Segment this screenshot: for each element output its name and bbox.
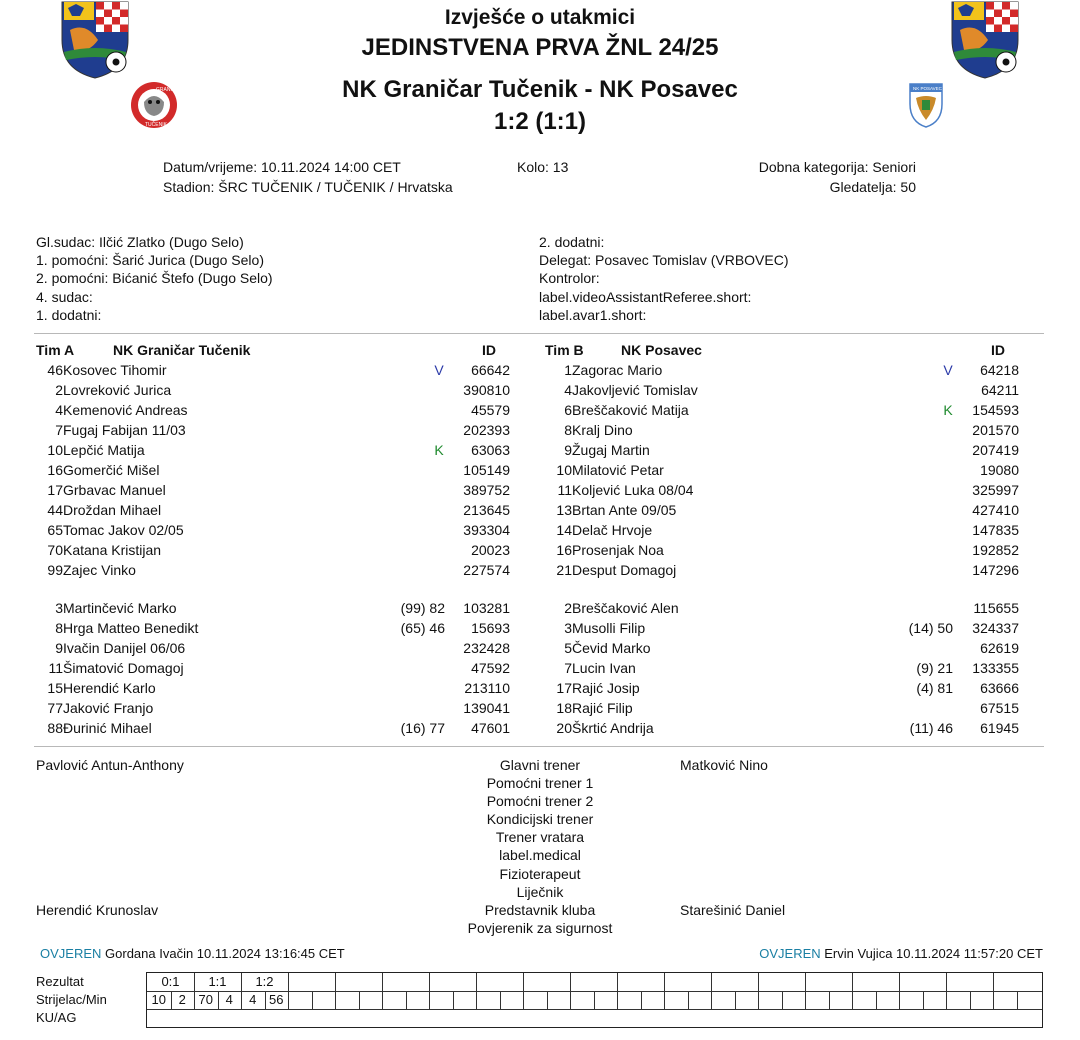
grid-column-line: [335, 973, 336, 991]
player-name: Zagorac Mario: [572, 362, 663, 378]
grid-column-line: [782, 991, 783, 1009]
player-number: 21: [556, 562, 572, 578]
substitution-info: (99) 82: [400, 600, 445, 616]
away-team-name: NK Posavec: [599, 76, 738, 103]
player-number: 4: [55, 402, 63, 418]
official-fourth: 4. sudac:: [36, 288, 93, 305]
grid-column-line: [758, 991, 759, 1009]
home-team-name: NK Graničar Tučenik: [342, 76, 578, 103]
player-name: Koljević Luka 08/04: [572, 482, 694, 498]
official-referee: Gl.sudac: Ilčić Zlatko (Dugo Selo): [36, 234, 244, 250]
player-name: Katana Kristijan: [63, 542, 162, 558]
player-name: Martinčević Marko: [63, 600, 177, 616]
divider: [34, 333, 1044, 334]
grid-column-line: [805, 991, 806, 1009]
player-name: Droždan Mihael: [63, 502, 162, 518]
player-number: 13: [556, 502, 572, 518]
player-row: [20, 380, 510, 400]
player-id: 47601: [471, 720, 510, 736]
player-row: [20, 420, 510, 440]
scorer-player-cell: 70: [198, 992, 213, 1007]
officials-right: [539, 233, 789, 324]
grid-column-line: [711, 973, 712, 991]
player-name: Tomac Jakov 02/05: [63, 522, 184, 538]
grid-column-line: [406, 991, 407, 1009]
role-doctor: Liječnik: [516, 883, 564, 900]
player-id: 389752: [463, 482, 510, 498]
substitute-row: [530, 598, 1019, 618]
player-row: [20, 460, 510, 480]
player-id: 147835: [972, 522, 1019, 538]
grid-column-line: [429, 991, 430, 1009]
player-name: Prosenjak Noa: [572, 542, 664, 558]
grid-column-line: [876, 991, 877, 1009]
player-row: [530, 400, 1019, 420]
player-name: Gomerčić Mišel: [63, 462, 160, 478]
grid-column-line: [453, 991, 454, 1009]
official-controller: Kontrolor:: [539, 270, 600, 287]
grid-column-line: [241, 973, 242, 991]
player-id: 213110: [464, 680, 510, 696]
player-id: 63666: [980, 680, 1019, 696]
verification-left-text: Gordana Ivačin 10.11.2024 13:16:45 CET: [105, 946, 345, 961]
grid-column-line: [1017, 991, 1018, 1009]
player-row: [20, 560, 510, 580]
player-number: 4: [564, 382, 572, 398]
away-badge-label: NK POSAVEC: [913, 86, 942, 91]
player-number: 3: [55, 600, 63, 616]
substitute-row: [530, 638, 1019, 658]
player-name: Šimatović Domagoj: [63, 660, 184, 676]
grid-column-line: [829, 991, 830, 1009]
role-assistant-coach-1: Pomoćni trener 1: [486, 775, 594, 792]
verification-right-text: Ervin Vujica 10.11.2024 11:57:20 CET: [824, 946, 1043, 961]
role-physio: Fizioterapeut: [499, 865, 581, 882]
team-b-label: Tim B: [545, 342, 584, 358]
grid-column-line: [641, 991, 642, 1009]
grid-column-line: [500, 991, 501, 1009]
grid-column-line: [970, 991, 971, 1009]
home-club-badge-icon: [130, 80, 183, 130]
verification-left: [40, 946, 345, 961]
grid-column-line: [735, 991, 736, 1009]
player-id: 67515: [980, 700, 1019, 716]
player-id: 154593: [972, 402, 1019, 418]
player-number: 14: [556, 522, 572, 538]
player-number: 1: [564, 362, 572, 378]
player-name: Čevid Marko: [572, 640, 651, 656]
player-number: 11: [48, 660, 63, 676]
verification-left-status: OVJEREN: [40, 946, 102, 961]
grid-column-line: [429, 973, 430, 991]
substitute-row: [530, 658, 1019, 678]
scorer-minute-cell: 2: [178, 992, 186, 1007]
grid-column-line: [805, 973, 806, 991]
player-row: [530, 420, 1019, 440]
player-number: 20: [556, 720, 572, 736]
match-stadium: Stadion: ŠRC TUČENIK / TUČENIK / Hrvatska: [163, 179, 453, 195]
player-id: 133355: [972, 660, 1019, 676]
home-badge-label: GRANIČAR: [156, 87, 183, 93]
player-number: 99: [47, 562, 63, 578]
player-name: Kemenović Andreas: [63, 402, 188, 418]
team-a-name: NK Graničar Tučenik: [113, 342, 251, 358]
grid-label-cards: KU/AG: [36, 1010, 77, 1025]
grid-column-line: [993, 973, 994, 991]
scorer-minute-cell: 4: [225, 992, 233, 1007]
substitution-info: (65) 46: [400, 620, 445, 636]
player-name: Milatović Petar: [572, 462, 664, 478]
away-club-badge-icon: [908, 82, 944, 128]
grid-label-scorer: Strijelac/Min: [36, 992, 107, 1007]
player-id: 147296: [972, 562, 1019, 578]
player-id: 213645: [463, 502, 510, 518]
match-datetime: Datum/vrijeme: 10.11.2024 14:00 CET: [163, 159, 401, 175]
grid-column-line: [899, 991, 900, 1009]
player-name: Hrga Matteo Benedikt: [63, 620, 199, 636]
player-row: [530, 500, 1019, 520]
role-head-coach: Glavni trener: [499, 757, 581, 773]
player-number: 5: [564, 640, 572, 656]
player-name: Lepčić Matija: [63, 442, 145, 458]
away-head-coach: Matković Nino: [680, 757, 768, 773]
player-id: 232428: [463, 640, 510, 656]
player-id: 139041: [463, 700, 510, 716]
official-additional-1: 1. dodatni:: [36, 306, 102, 323]
verification-right: [759, 946, 1043, 961]
player-id: 62619: [980, 640, 1019, 656]
grid-column-line: [570, 991, 571, 1009]
grid-column-line: [288, 991, 289, 1009]
county-crest-right-icon: [948, 0, 1022, 78]
player-row: [20, 520, 510, 540]
grid-column-line: [711, 991, 712, 1009]
grid-column-line: [594, 991, 595, 1009]
grid-row-line: [147, 1009, 1042, 1010]
player-id: 20023: [471, 542, 510, 558]
player-number: 7: [564, 660, 572, 676]
player-id: 427410: [972, 502, 1019, 518]
official-assistant-2: 2. pomoćni: Bićanić Štefo (Dugo Selo): [36, 270, 273, 287]
divider: [34, 746, 1044, 747]
player-id: 47592: [471, 660, 510, 676]
player-id: 324337: [972, 620, 1019, 636]
player-row: [530, 360, 1019, 380]
player-number: 18: [556, 700, 572, 716]
match-round: Kolo: 13: [517, 159, 569, 175]
player-id: 207419: [972, 442, 1019, 458]
substitute-row: [530, 698, 1019, 718]
role-assistant-coach-2: Pomoćni trener 2: [486, 793, 594, 810]
player-row: [20, 540, 510, 560]
player-name: Kosovec Tihomir: [63, 362, 167, 378]
player-name: Jakovljević Tomislav: [572, 382, 698, 398]
grid-label-result: Rezultat: [36, 974, 84, 989]
final-score: 1:2 (1:1): [493, 108, 587, 135]
player-id: 227574: [463, 562, 510, 578]
player-row: [530, 440, 1019, 460]
grid-column-line: [476, 991, 477, 1009]
away-club-rep: Starešinić Daniel: [680, 902, 786, 918]
grid-column-line: [382, 973, 383, 991]
player-number: 2: [564, 600, 572, 616]
player-id: 63063: [471, 442, 510, 458]
home-head-coach: Pavlović Antun-Anthony: [36, 757, 184, 773]
result-cell: 1:2: [255, 974, 274, 989]
player-id: 325997: [972, 482, 1019, 498]
grid-column-line: [523, 973, 524, 991]
player-row: [20, 480, 510, 500]
team-b-id-header: ID: [991, 342, 1005, 358]
player-number: 6: [564, 402, 572, 418]
player-id: 105149: [463, 462, 510, 478]
player-number: 3: [564, 620, 572, 636]
substitute-row: [20, 698, 510, 718]
player-row: [530, 460, 1019, 480]
player-id: 202393: [463, 422, 510, 438]
substitute-row: [20, 718, 510, 738]
grid-column-line: [664, 991, 665, 1009]
role-club-rep: Predstavnik kluba: [484, 901, 596, 918]
competition-title: JEDINSTVENA PRVA ŽNL 24/25: [361, 34, 719, 61]
team-a-label: Tim A: [36, 342, 75, 358]
player-id: 19080: [980, 462, 1019, 478]
player-id: 393304: [463, 522, 510, 538]
verification-right-status: OVJEREN: [759, 946, 821, 961]
home-badge-sublabel: TUČENIK: [145, 122, 167, 128]
report-title: Izvješće o utakmici: [444, 6, 636, 29]
grid-column-line: [852, 991, 853, 1009]
substitution-info: (14) 50: [908, 620, 953, 636]
substitution-info: (11) 46: [909, 720, 953, 736]
result-cell: 1:1: [208, 974, 227, 989]
grid-column-line: [288, 973, 289, 991]
substitute-row: [20, 598, 510, 618]
grid-column-line: [312, 991, 313, 1009]
official-delegate: Delegat: Posavec Tomislav (VRBOVEC): [539, 252, 789, 269]
player-row: [20, 440, 510, 460]
player-name: Grbavac Manuel: [63, 482, 166, 498]
player-id: 66642: [471, 362, 510, 378]
player-id: 201570: [972, 422, 1019, 438]
player-name: Lucin Ivan: [572, 660, 636, 676]
player-name: Fugaj Fabijan 11/03: [63, 422, 186, 438]
player-row: [530, 560, 1019, 580]
player-row: [20, 400, 510, 420]
grid-column-line: [899, 973, 900, 991]
player-id: 64211: [981, 382, 1019, 398]
age-category: Dobna kategorija: Seniori: [758, 159, 916, 175]
player-number: 17: [556, 680, 572, 696]
player-number: 9: [564, 442, 572, 458]
result-grid: [146, 972, 1043, 1028]
scorer-player-cell: 4: [249, 992, 257, 1007]
grid-column-line: [359, 991, 360, 1009]
player-number: 8: [55, 620, 63, 636]
player-id: 390810: [463, 382, 510, 398]
player-name: Đurinić Mihael: [63, 720, 152, 736]
grid-column-line: [946, 991, 947, 1009]
player-id: 61945: [980, 720, 1019, 736]
player-number: 88: [47, 720, 63, 736]
player-row: [20, 500, 510, 520]
player-id: 45579: [471, 402, 510, 418]
player-name: Lovreković Jurica: [63, 382, 172, 398]
player-number: 44: [47, 502, 63, 518]
player-number: 15: [47, 680, 63, 696]
player-name: Rajić Filip: [572, 700, 633, 716]
player-name: Brtan Ante 09/05: [572, 502, 677, 518]
player-number: 8: [564, 422, 572, 438]
official-additional-2: 2. dodatni:: [539, 234, 605, 250]
player-row: [530, 540, 1019, 560]
spectators-count: Gledatelja: 50: [829, 179, 916, 195]
grid-column-line: [688, 991, 689, 1009]
grid-column-line: [476, 973, 477, 991]
role-security-officer: Povjerenik za sigurnost: [467, 919, 613, 936]
grid-column-line: [523, 991, 524, 1009]
player-name: Škrtić Andrija: [572, 720, 654, 736]
staff-roles: [440, 756, 640, 937]
player-name: Žugaj Martin: [572, 442, 650, 458]
substitution-info: (9) 21: [916, 660, 953, 676]
player-row: [530, 520, 1019, 540]
player-number: 77: [47, 700, 63, 716]
grid-column-line: [194, 973, 195, 991]
player-name: Delač Hrvoje: [572, 522, 653, 538]
grid-column-line: [664, 973, 665, 991]
player-row: [530, 380, 1019, 400]
grid-column-line: [852, 973, 853, 991]
grid-column-line: [335, 991, 336, 1009]
player-number: 2: [55, 382, 63, 398]
player-row: [20, 360, 510, 380]
player-row: [530, 480, 1019, 500]
player-name: Herendić Karlo: [63, 680, 156, 696]
grid-column-line: [923, 991, 924, 1009]
grid-column-line: [993, 991, 994, 1009]
player-number: 70: [47, 542, 63, 558]
player-number: 11: [557, 482, 572, 498]
player-name: Musolli Filip: [572, 620, 646, 636]
player-name: Rajić Josip: [572, 680, 640, 696]
substitute-row: [530, 618, 1019, 638]
player-number: 17: [47, 482, 63, 498]
captain-marker: K: [943, 402, 953, 418]
player-number: 16: [556, 542, 572, 558]
substitute-row: [530, 718, 1019, 738]
grid-column-line: [382, 991, 383, 1009]
grid-column-line: [758, 973, 759, 991]
player-number: 46: [47, 362, 63, 378]
home-club-rep: Herendić Krunoslav: [36, 902, 159, 918]
player-id: 192852: [972, 542, 1019, 558]
substitute-row: [20, 678, 510, 698]
scorer-player-cell: 10: [151, 992, 166, 1007]
role-fitness-coach: Kondicijski trener: [486, 811, 594, 828]
captain-marker: K: [434, 442, 444, 458]
team-b-name: NK Posavec: [621, 342, 702, 358]
player-number: 16: [47, 462, 63, 478]
grid-column-line: [617, 991, 618, 1009]
player-number: 7: [55, 422, 63, 438]
substitute-row: [530, 678, 1019, 698]
goalkeeper-marker: V: [943, 362, 953, 378]
substitution-info: (4) 81: [916, 680, 953, 696]
player-name: Breščaković Alen: [572, 600, 679, 616]
substitute-row: [20, 638, 510, 658]
grid-column-line: [617, 973, 618, 991]
official-var: label.videoAssistantReferee.short:: [539, 288, 752, 305]
player-id: 64218: [980, 362, 1019, 378]
player-number: 9: [55, 640, 63, 656]
team-a-id-header: ID: [482, 342, 496, 358]
team-separator: -: [577, 76, 600, 103]
scorer-minute-cell: 56: [269, 992, 284, 1007]
player-name: Jaković Franjo: [63, 700, 154, 716]
player-name: Kralj Dino: [572, 422, 633, 438]
officials-left: [36, 233, 273, 324]
official-avar: label.avar1.short:: [539, 306, 647, 323]
grid-column-line: [547, 991, 548, 1009]
substitute-row: [20, 618, 510, 638]
role-goalkeeper-coach: Trener vratara: [495, 829, 585, 846]
grid-column-line: [946, 973, 947, 991]
substitute-row: [20, 658, 510, 678]
county-crest-left-icon: [58, 0, 132, 78]
grid-column-line: [570, 973, 571, 991]
player-id: 103281: [463, 600, 510, 616]
role-medical: label.medical: [499, 847, 581, 864]
player-id: 15693: [471, 620, 510, 636]
player-name: Desput Domagoj: [572, 562, 677, 578]
result-cell: 0:1: [161, 974, 180, 989]
player-number: 10: [556, 462, 572, 478]
player-id: 115655: [973, 600, 1019, 616]
player-name: Ivačin Danijel 06/06: [63, 640, 186, 656]
player-name: Breščaković Matija: [572, 402, 689, 418]
player-name: Zajec Vinko: [63, 562, 136, 578]
player-number: 65: [47, 522, 63, 538]
goalkeeper-marker: V: [434, 362, 444, 378]
official-assistant-1: 1. pomoćni: Šarić Jurica (Dugo Selo): [36, 252, 264, 269]
substitution-info: (16) 77: [400, 720, 445, 736]
player-number: 10: [47, 442, 63, 458]
